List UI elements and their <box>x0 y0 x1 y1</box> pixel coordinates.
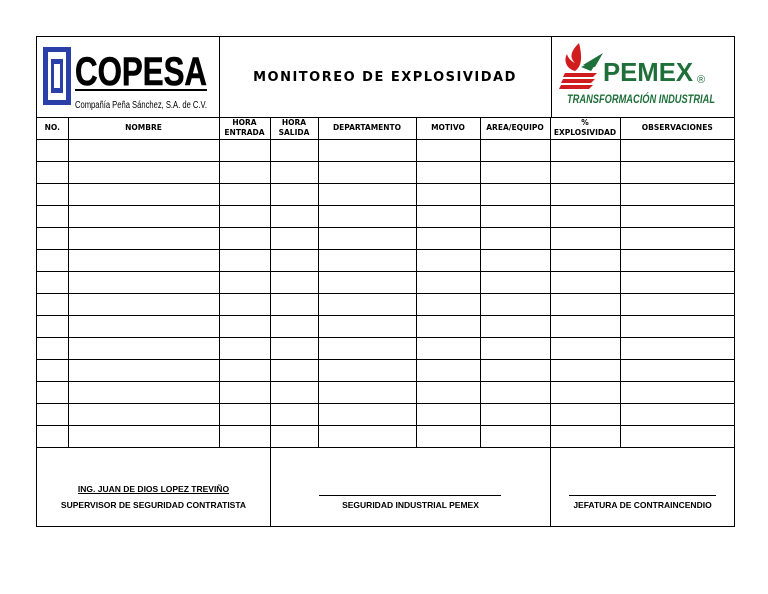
explosivity-form <box>36 36 759 527</box>
signature-line <box>569 495 716 496</box>
column-header: NOMBRE <box>68 117 219 140</box>
table-cell[interactable] <box>318 404 416 426</box>
table-cell[interactable] <box>270 360 318 382</box>
table-cell[interactable] <box>37 250 68 272</box>
table-cell[interactable] <box>416 360 480 382</box>
table-cell[interactable] <box>219 272 270 294</box>
table-cell[interactable] <box>219 382 270 404</box>
table-cell[interactable] <box>270 184 318 206</box>
table-row <box>37 184 734 206</box>
table-row <box>37 316 734 338</box>
table-cell[interactable] <box>416 206 480 228</box>
table-cell[interactable] <box>37 162 68 184</box>
table-cell[interactable] <box>416 184 480 206</box>
table-cell[interactable] <box>480 294 550 316</box>
table-cell[interactable] <box>550 228 620 250</box>
contractor-signature-cell[interactable] <box>37 444 271 526</box>
table-cell[interactable] <box>270 338 318 360</box>
table-cell[interactable] <box>416 316 480 338</box>
form-header <box>37 37 759 118</box>
table-cell[interactable] <box>219 404 270 426</box>
table-cell[interactable] <box>68 404 219 426</box>
table-cell[interactable] <box>480 360 550 382</box>
table-cell[interactable] <box>219 206 270 228</box>
table-row <box>37 250 734 272</box>
table-cell[interactable] <box>480 338 550 360</box>
table-cell[interactable] <box>550 206 620 228</box>
table-cell[interactable] <box>550 140 620 162</box>
column-header: HORA SALIDA <box>270 117 318 140</box>
column-header: AREA/EQUIPO <box>480 117 550 140</box>
table-cell[interactable] <box>68 140 219 162</box>
column-header: DEPARTAMENTO <box>318 117 416 140</box>
table-cell[interactable] <box>550 338 620 360</box>
table-cell[interactable] <box>480 382 550 404</box>
pemex-logo <box>551 37 759 117</box>
table-cell[interactable] <box>37 360 68 382</box>
table-cell[interactable] <box>318 140 416 162</box>
table-cell[interactable] <box>219 316 270 338</box>
table-cell[interactable] <box>550 360 620 382</box>
table-cell[interactable] <box>68 338 219 360</box>
table-cell[interactable] <box>37 140 68 162</box>
table-cell[interactable] <box>620 294 734 316</box>
table-row <box>37 294 734 316</box>
table-cell[interactable] <box>416 272 480 294</box>
table-cell[interactable] <box>620 184 734 206</box>
table-row <box>37 162 734 184</box>
pemex-signature-cell[interactable] <box>271 444 551 526</box>
table-cell[interactable] <box>219 184 270 206</box>
table-cell[interactable] <box>550 184 620 206</box>
table-cell[interactable] <box>270 140 318 162</box>
table-cell[interactable] <box>480 206 550 228</box>
table-row <box>37 272 734 294</box>
signature-section <box>37 444 734 526</box>
table-cell[interactable] <box>620 360 734 382</box>
table-header-row <box>37 117 734 140</box>
table-cell[interactable] <box>68 250 219 272</box>
column-header: OBSERVACIONES <box>620 117 734 140</box>
table-cell[interactable] <box>480 316 550 338</box>
table-cell[interactable] <box>550 404 620 426</box>
table-cell[interactable] <box>550 294 620 316</box>
table-cell[interactable] <box>550 272 620 294</box>
title-cell <box>219 37 552 117</box>
table-cell[interactable] <box>68 382 219 404</box>
table-cell[interactable] <box>270 382 318 404</box>
contractor-role: SUPERVISOR DE SEGURIDAD CONTRATISTA <box>60 500 247 510</box>
copesa-company-name: Compañía Peña Sánchez, S.A. de C.V. <box>75 100 207 111</box>
table-cell[interactable] <box>68 228 219 250</box>
table-cell[interactable] <box>620 162 734 184</box>
contractor-name: ING. JUAN DE DIOS LOPEZ TREVIÑO <box>77 484 230 494</box>
table-row <box>37 382 734 404</box>
signature-line <box>319 495 501 496</box>
pemex-tagline: TRANSFORMACIÓN INDUSTRIAL <box>567 92 759 106</box>
table-cell[interactable] <box>550 162 620 184</box>
table-cell[interactable] <box>318 250 416 272</box>
table-cell[interactable] <box>318 272 416 294</box>
table-cell[interactable] <box>318 338 416 360</box>
table-cell[interactable] <box>416 404 480 426</box>
table-cell[interactable] <box>416 228 480 250</box>
table-cell[interactable] <box>219 162 270 184</box>
table-cell[interactable] <box>620 404 734 426</box>
pemex-safety-role: SEGURIDAD INDUSTRIAL PEMEX <box>342 500 479 510</box>
table-cell[interactable] <box>37 382 68 404</box>
pemex-wordmark: PEMEX <box>603 57 694 87</box>
table-cell[interactable] <box>480 140 550 162</box>
monitoring-table <box>37 117 734 448</box>
table-cell[interactable] <box>416 382 480 404</box>
table-cell[interactable] <box>68 272 219 294</box>
table-cell[interactable] <box>219 140 270 162</box>
table-cell[interactable] <box>318 206 416 228</box>
table-cell[interactable] <box>480 404 550 426</box>
table-cell[interactable] <box>37 184 68 206</box>
table-cell[interactable] <box>620 272 734 294</box>
table-cell[interactable] <box>480 184 550 206</box>
table-cell[interactable] <box>219 360 270 382</box>
column-header: % EXPLOSIVIDAD <box>550 117 620 140</box>
table-cell[interactable] <box>416 162 480 184</box>
table-cell[interactable] <box>620 250 734 272</box>
table-cell[interactable] <box>318 162 416 184</box>
table-row <box>37 404 734 426</box>
table-cell[interactable] <box>318 228 416 250</box>
table-cell[interactable] <box>416 140 480 162</box>
form-title: MONITOREO DE EXPLOSIVIDAD <box>253 69 517 85</box>
table-cell[interactable] <box>37 206 68 228</box>
copesa-wordmark: COPESA <box>75 50 207 94</box>
table-cell[interactable] <box>270 316 318 338</box>
table-cell[interactable] <box>68 360 219 382</box>
table-cell[interactable] <box>416 294 480 316</box>
table-cell[interactable] <box>318 316 416 338</box>
table-body <box>37 140 734 448</box>
table-cell[interactable] <box>620 338 734 360</box>
table-cell[interactable] <box>270 294 318 316</box>
table-row <box>37 206 734 228</box>
table-cell[interactable] <box>480 272 550 294</box>
table-cell[interactable] <box>270 162 318 184</box>
table-row <box>37 228 734 250</box>
table-cell[interactable] <box>270 206 318 228</box>
table-cell[interactable] <box>270 272 318 294</box>
table-row <box>37 140 734 162</box>
table-row <box>37 360 734 382</box>
table-cell[interactable] <box>37 316 68 338</box>
column-header: NO. <box>37 117 68 140</box>
pemex-eagle-icon <box>551 37 759 117</box>
table-cell[interactable] <box>68 184 219 206</box>
table-cell[interactable] <box>318 382 416 404</box>
table-cell[interactable] <box>550 250 620 272</box>
table-cell[interactable] <box>416 338 480 360</box>
table-cell[interactable] <box>219 228 270 250</box>
table-cell[interactable] <box>550 316 620 338</box>
table-cell[interactable] <box>37 404 68 426</box>
table-cell[interactable] <box>37 228 68 250</box>
column-header: MOTIVO <box>416 117 480 140</box>
table-cell[interactable] <box>68 162 219 184</box>
table-cell[interactable] <box>480 250 550 272</box>
table-cell[interactable] <box>480 228 550 250</box>
table-cell[interactable] <box>219 338 270 360</box>
table-cell[interactable] <box>480 162 550 184</box>
table-cell[interactable] <box>219 294 270 316</box>
column-header: HORA ENTRADA <box>219 117 270 140</box>
table-cell[interactable] <box>620 140 734 162</box>
table-cell[interactable] <box>37 294 68 316</box>
registered-mark: ® <box>697 74 706 86</box>
table-cell[interactable] <box>270 404 318 426</box>
table-cell[interactable] <box>68 294 219 316</box>
table-row <box>37 338 734 360</box>
table-cell[interactable] <box>270 228 318 250</box>
copesa-emblem-icon <box>37 37 219 117</box>
table-cell[interactable] <box>37 338 68 360</box>
table-cell[interactable] <box>68 316 219 338</box>
table-cell[interactable] <box>416 250 480 272</box>
table-cell[interactable] <box>620 382 734 404</box>
table-cell[interactable] <box>219 250 270 272</box>
table-cell[interactable] <box>620 316 734 338</box>
copesa-logo <box>37 37 220 117</box>
table-cell[interactable] <box>620 206 734 228</box>
fire-chief-role: JEFATURA DE CONTRAINCENDIO <box>573 500 712 510</box>
table-cell[interactable] <box>270 250 318 272</box>
table-cell[interactable] <box>550 382 620 404</box>
table-cell[interactable] <box>68 206 219 228</box>
table-cell[interactable] <box>37 272 68 294</box>
table-cell[interactable] <box>318 294 416 316</box>
table-cell[interactable] <box>318 360 416 382</box>
table-cell[interactable] <box>620 228 734 250</box>
table-cell[interactable] <box>318 184 416 206</box>
fire-signature-cell[interactable] <box>551 444 734 526</box>
